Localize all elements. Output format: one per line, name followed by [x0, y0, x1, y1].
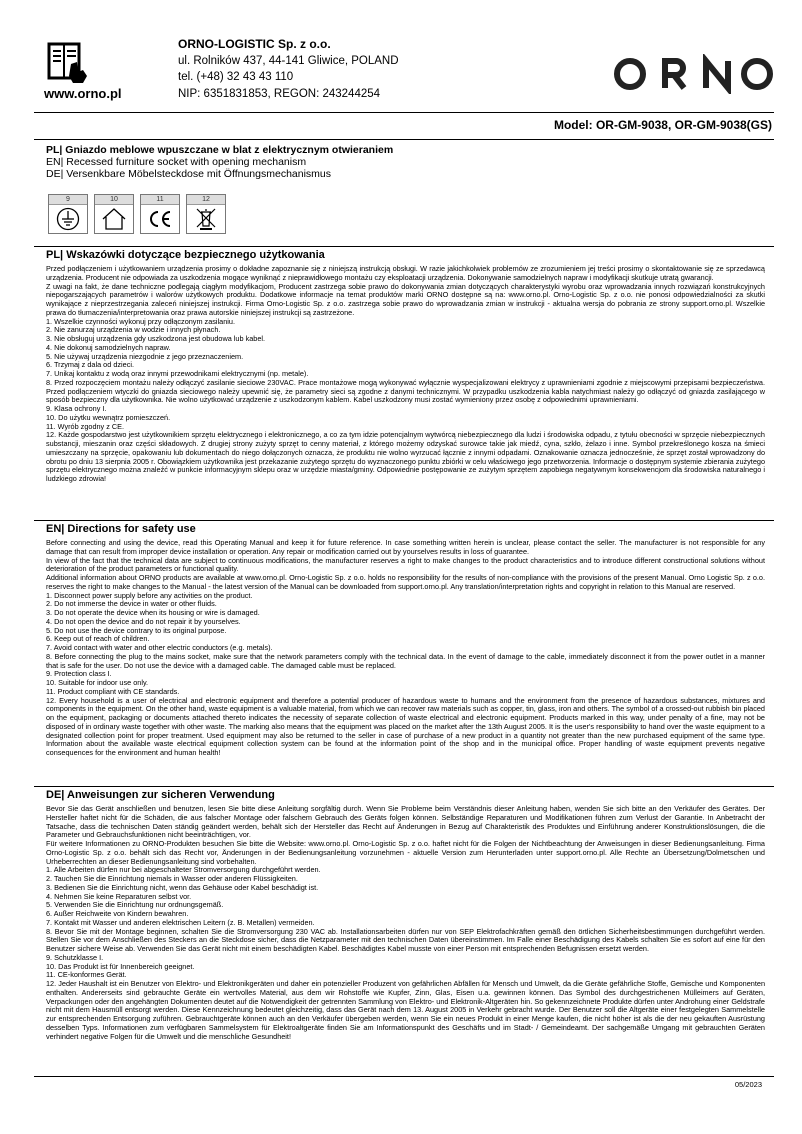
list-item: 10. Das Produkt ist für Innenbereich geeignet. — [46, 961, 195, 971]
list-item: 8. Przed rozpoczęciem montażu należy odłączyć zasilanie sieciowe 230VAC. Prace montażowe mogą wykonywać wyłącznie wyspecjalizowani elektrycy z uprawnieniami zgodnie z miejscowymi przepisami bezpieczeństwa. Przed podłączeniem wtyczki do gniazda sieciowego należy upewnić się, że parametry sieci są zgodne z danymi technicznymi. W przypadku uszkodzenia kabla natychmiast należy go odłączyć od gniazda zasilającego w sposób bezpieczny dla użytkownika. Nie wolno użytkować urządzenie z uszkodzonym kablem. Kabel uszkodzony musi zostać wymieniony przez osobę z odpowiednimi uprawnieniami. — [46, 377, 765, 405]
list-item: 5. Verwenden Sie die Einrichtung nur ordnungsgemäß. — [46, 900, 224, 910]
model-number: Model: OR-GM-9038, OR-GM-9038(GS) — [553, 118, 772, 132]
section-heading-pl: PL| Wskazówki dotyczące bezpiecznego użytkowania — [46, 249, 325, 261]
title-en: EN| Recessed furniture socket with opening mechanism — [46, 156, 307, 168]
section-body-de — [46, 805, 765, 1041]
list-item: 8. Before connecting the plug to the mains socket, make sure that the network parameters comply with the technical data. In the event of damage to the cable, immediately disconnect it from the power outlet in a manner that is safe for the user. Do not use the device with a damaged cable. The damaged cable must be replaced. — [46, 651, 765, 670]
list-item: 2. Tauchen Sie die Einrichtung niemals in Wasser oder anderen Flüssigkeiten. — [46, 874, 298, 883]
list-item: 9. Schutzklasse I. — [46, 952, 104, 962]
list-item: 12. Jeder Haushalt ist ein Benutzer von Elektro- und Elektronikgeräten und daher ein potenzieller Produzent von gefährlichen Abfällen für Mensch und Umwelt, da die Geräte gefährliche Stoffe, Gemische und Komponenten enthalten. Andererseits sind gebrauchte Geräte ein wertvolles Material, aus dem wir Rohstoffe wie Kupfer, Zinn, Glas, Eisen u.a. gewinnen können. Das Symbol des durchgestrichenen Mülleimers auf Geräten, Verpackungen oder den angehängten Dokumenten deutet auf die Notwendigkeit der getrennten Sammlung von Elektro- und Elektronik-Altgeräten hin. So gekennzeichnete Produkte dürfen unter Androhung einer Geldstrafe nicht mit dem Hausmüll entsorgt werden. Diese Kennzeichnung bedeutet gleichzeitig, dass das Gerät nach dem 13. August 2005 in Verkehr gebracht wurde. Der Benutzer soll die Altgeräte einer festgelegten Sammelstelle zur entsprechenden Entsorgung zuführen. Gebrauchtgeräte können auch an den Verkäufer übergeben werden, wenn Sie ein neues Produkt in einer Menge kaufen, die nicht höher ist als die der neu gekauften Ausrüstung desselben Typs. Informationen zum verfügbaren Sammelsystem für Elektroaltgeräte finden Sie am Informationspunkt des Geschäfts und im Stadt- / Gemeindeamt. Der sachgemäße Umgang mit gebrauchten Geräten verhindert negative Folgen für die Umwelt und die menschliche Gesundheit! — [46, 979, 765, 1041]
list-item: 4. Nie dokonuj samodzielnych napraw. — [46, 342, 171, 352]
list-item: 1. Wszelkie czynności wykonuj przy odłączonym zasilaniu. — [46, 316, 235, 326]
title-de: DE| Versenkbare Möbelsteckdose mit Öffnungsmechanismus — [46, 168, 332, 180]
crossed-bin-weee-icon — [193, 207, 219, 231]
list-item: 9. Protection class I. — [46, 669, 112, 679]
protection-class-earth-icon — [55, 207, 81, 231]
badge-indoor: 10 — [94, 194, 134, 234]
list-item: 11. Product compliant with CE standards. — [46, 686, 180, 696]
badge-ce: 11 — [140, 194, 180, 234]
list-item: 7. Unikaj kontaktu z wodą oraz innymi przewodnikami elektrycznymi (np. metale). — [46, 369, 309, 378]
header — [0, 0, 802, 110]
divider — [34, 1076, 774, 1077]
company-name: ORNO-LOGISTIC Sp. z o.o. — [178, 37, 331, 51]
list-item: 6. Außer Reichweite von Kindern bewahren. — [46, 909, 189, 918]
badge-protection-class: 9 — [48, 194, 88, 234]
ce-mark-icon — [147, 207, 173, 231]
company-info — [178, 36, 399, 102]
list-item: 10. Suitable for indoor use only. — [46, 678, 149, 687]
paragraph: Bevor Sie das Gerät anschließen und benutzen, lesen Sie bitte diese Anleitung sorgfältig durch. Wenn Sie Probleme beim Verständnis dieser Anleitung haben, wenden Sie sich bitte an den Verkäufer des Gerätes. Der Hersteller haftet nicht für die Schäden, die aus falscher Montage oder falschem Gebrauch des Geräts folgen können. Selbständige Reparaturen und Modifikationen führen zum Verlust der Garantie. In Anbetracht der Tatsache, dass die technischen Daten ständig geändert werden, behält sich der Hersteller das Recht auf Änderungen in Bezug auf Charakteristik des Produktes und Einführung anderer Konstruktionslösungen, die die Parameter und Gebrauchsfunktionen nicht beeinträchtigen, vor. — [46, 804, 765, 840]
document-date: 05/2023 — [734, 1080, 762, 1089]
section-header-de — [34, 786, 774, 801]
section-heading-en: EN| Directions for safety use — [46, 523, 196, 535]
list-item: 3. Bedienen Sie die Einrichtung nicht, wenn das Gehäuse oder Kabel beschädigt ist. — [46, 882, 319, 892]
section-header-en — [34, 520, 774, 535]
indoor-house-icon — [101, 207, 127, 231]
list-item: 7. Avoid contact with water and other electric conductors (e.g. metals). — [46, 643, 273, 652]
list-item: 2. Do not immerse the device in water or other fluids. — [46, 599, 217, 609]
website-link[interactable]: www.orno.pl — [44, 86, 122, 101]
section-header-pl — [34, 246, 774, 261]
list-item: 11. CE-konformes Gerät. — [46, 970, 127, 980]
paragraph: Before connecting and using the device, read this Operating Manual and keep it for future reference. In case something written herein is unclear, please contact the seller. The manufacturer is not responsible for any damage that can result from improper device installation or operation. Any repair or modification carried out by yourselves results in loss of guarantee. — [46, 538, 765, 556]
badge-weee: 12 — [186, 194, 226, 234]
list-item: 4. Do not open the device and do not repair it by yourselves. — [46, 616, 241, 626]
paragraph: Für weitere Informationen zu ORNO-Produkten besuchen Sie bitte die Website: www.orno.pl. Orno-Logistic Sp. z o.o. haftet nicht für die Folgen der Nichtbeachtung der Anweisungen in dieser Bedienungsanleitung. Firma Orno-Logistic Sp. z o.o. behält sich das Recht vor, Änderungen in der Bedienungsanleitung vorzunehmen - aktuelle Version zum Herunterladen unter support.orno.pl. Alle Rechte an Übersetzung/Dolmetschen und Urheberrechten an dieser Bedienungsanleitung sind vorbehalten. — [46, 839, 765, 866]
list-item: 3. Do not operate the device when its housing or wire is damaged. — [46, 608, 260, 617]
list-item: 12. Każde gospodarstwo jest użytkownikiem sprzętu elektrycznego i elektronicznego, a co za tym idzie potencjalnym wytwórcą niebezpiecznego dla ludzi i środowiska odpadu, z tytułu obecności w sprzęcie niebezpiecznych substancji, mieszanin oraz części składowych. Z drugiej strony zużyty sprzęt to cenny materiał, z którego możemy odzyskać surowce takie jak miedź, cyna, szkło, żelazo i inne. Symbol przekreślonego kosza na śmieci umieszczany na sprzęcie, opakowaniu lub dokumentach do niego dołączonych oznacza, że produktu nie wolno wyrzucać łącznie z innymi odpadami. Oznakowanie oznacza jednocześnie, że sprzęt został wprowadzony do obrotu po dniu 13 sierpnia 2005 r. Obowiązkiem użytkownika jest przekazanie zużytego sprzętu do wyznaczonego punktu zbiórki w celu właściwego jego przetworzenia. Informacje o dostępnym systemie zbierania zużytego sprzętu elektrycznego można znaleźć w punkcie informacyjnym sklepu oraz w urzędzie miasta/gminy. Odpowiednie postępowanie ze zużytym sprzętem zapobiega negatywnym konsekwencjom dla środowiska naturalnego i ludzkiego zdrowia! — [46, 430, 765, 483]
paragraph: Przed podłączeniem i użytkowaniem urządzenia prosimy o dokładne zapoznanie się z niniejszą instrukcją obsługi. W razie jakichkolwiek problemów ze zrozumieniem jej treści prosimy o skontaktowanie się ze sprzedawcą urządzenia. Producent nie odpowiada za uszkodzenia mogące wyniknąć z nieprawidłowego montażu czy eksploatacji urządzenia. Dokonywanie samodzielnych napraw i modyfikacji skutkuje utratą gwarancji. — [46, 264, 765, 282]
paragraph: In view of the fact that the technical data are subject to continuous modifications, the manufacturer reserves a right to make changes to the product characteristics and to introduce different constructional solutions without deterioration of the product parameters or functional quality. — [46, 555, 765, 574]
divider — [34, 139, 774, 140]
section-body-pl — [46, 265, 765, 484]
paragraph: Additional information about ORNO products are available at www.orno.pl. Orno-Logistic Sp. z o.o. holds no responsibility for the results of non-compliance with the provisions of the present Manual. Orno Logistic Sp. z o.o. reserves the right to make changes to the Manual - the latest version of the Manual can be downloaded from support.orno.pl. Any translation/interpretation rights and copyright in relation to this Manual are reserved. — [46, 573, 765, 591]
section-heading-de: DE| Anweisungen zur sicheren Verwendung — [46, 789, 275, 801]
list-item: 10. Do użytku wewnątrz pomieszczeń. — [46, 412, 171, 422]
paragraph: Z uwagi na fakt, że dane techniczne podlegają ciągłym modyfikacjom, Producent zastrzega sobie prawo do dokonywania zmian dotyczących charakterystyki wyrobu oraz wprowadzania innych rozwiązań konstrukcyjnych niepogarszających parametrów i walorów użytkowych produktu. Dodatkowe informacje na temat produktów marki ORNO dostępne są na: www.orno.pl. Orno-Logistic Sp. z o.o. nie ponosi odpowiedzialności za skutki wynikające z nieprzestrzegania zaleceń niniejszej instrukcji. Firma Orno-Logistic Sp. z o.o. zastrzega sobie prawo do wprowadzania zmian w instrukcji - aktualna wersja do pobrania ze strony support.orno.pl. Wszelkie prawa do tłumaczenia/interpretowania oraz prawa autorskie niniejszej instrukcji są zastrzeżone. — [46, 281, 765, 317]
list-item: 5. Do not use the device contrary to its original purpose. — [46, 625, 227, 635]
list-item: 6. Trzymaj z dala od dzieci. — [46, 360, 135, 370]
list-item: 8. Bevor Sie mit der Montage beginnen, schalten Sie die Stromversorgung 230 VAC ab. Installationsarbeiten dürfen nur von SEP Elektrofachkräften gemäß den örtlichen Sicherheitsbestimmungen durchgeführt werden. Stellen Sie vor dem Anschließen des Steckers an die Steckdose sicher, dass die Netzparameter mit den technischen Daten übereinstimmen. Im Falle einer Beschädigung des Kabels schalten Sie es sofort auf eine für den Benutzer sichere Weise ab. Verwenden Sie das Gerät nicht mit einem beschädigten Kabel. Beschädigtes Kabel musste von einer Person mit entsprechenden Befugnissen ersetzt werden. — [46, 926, 765, 953]
symbol-badges — [48, 194, 226, 234]
product-titles — [46, 144, 393, 180]
list-item: 11. Wyrób zgodny z CE. — [46, 421, 125, 431]
list-item: 4. Nehmen Sie keine Reparaturen selbst vor. — [46, 891, 192, 901]
divider — [34, 112, 774, 113]
list-item: 9. Klasa ochrony I. — [46, 404, 107, 413]
company-address: ul. Rolników 437, 44-141 Gliwice, POLAND — [178, 54, 399, 67]
list-item: 6. Keep out of reach of children. — [46, 634, 150, 644]
company-nip: NIP: 6351831853, REGON: 243244254 — [178, 87, 381, 100]
list-item: 2. Nie zanurzaj urządzenia w wodzie i innych płynach. — [46, 325, 221, 335]
list-item: 12. Every household is a user of electrical and electronic equipment and therefore a potential producer of hazardous waste to humans and the environment from the presence of hazardous substances, mixtures and components in the equipment. On the other hand, waste equipment is a valuable material, from which we can recover raw materials such as copper, tin, glass, iron and others. The symbol of a crossed-out rubbish bin placed on the equipment, packaging or documents attached thereto indicates the necessity of separate collection of waste electrical and electronic equipment. Products marked in this way, under penalty of a fine, may not be disposed of in ordinary waste together with other waste. The marking also means that the equipment was placed on the market after the 13th August 2005. It is the user's responsibility to hand over the waste equipment to a designated collection point for proper treatment. Used equipment may also be returned to the seller in case of purchase of a new product in a quantity not greater than the new purchased equipment of the same type. Information about the available waste electrical equipment collection system can be found at the information point of the shop and in the municipal office. Proper handling of waste equipment prevents negative consequences for the environment and human health! — [46, 695, 765, 757]
list-item: 1. Alle Arbeiten dürfen nur bei abgeschalteter Stromversorgung durchgeführt werden. — [46, 865, 321, 875]
list-item: 5. Nie używaj urządzenia niezgodnie z jego przeznaczeniem. — [46, 351, 244, 361]
manual-book-icon — [47, 42, 89, 84]
list-item: 1. Disconnect power supply before any activities on the product. — [46, 590, 253, 600]
list-item: 3. Nie obsługuj urządzenia gdy uszkodzona jest obudowa lub kabel. — [46, 334, 266, 343]
title-pl: PL| Gniazdo meblowe wpuszczane w blat z elektrycznym otwieraniem — [46, 144, 394, 156]
orno-logo — [612, 54, 774, 94]
section-body-en — [46, 539, 765, 758]
list-item: 7. Kontakt mit Wasser und anderen elektrischen Leitern (z. B. Metallen) vermeiden. — [46, 917, 315, 927]
company-phone: tel. (+48) 32 43 43 110 — [178, 71, 294, 83]
